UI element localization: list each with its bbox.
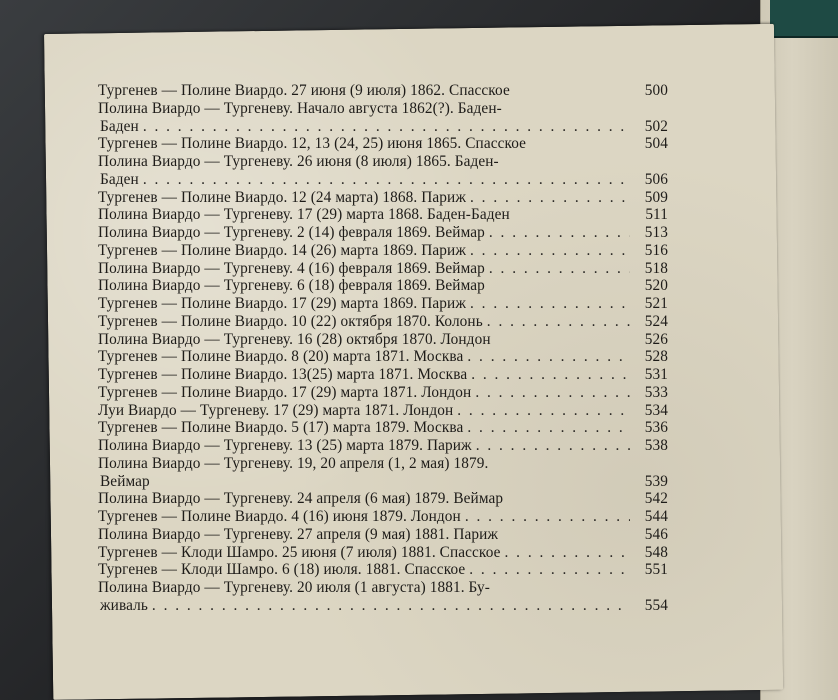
toc-entry bbox=[98, 455, 668, 491]
dot-leader bbox=[487, 313, 630, 331]
dot-leader bbox=[489, 224, 630, 242]
toc-entry bbox=[98, 260, 668, 278]
toc-entry bbox=[98, 224, 668, 242]
toc-entry bbox=[98, 135, 668, 153]
toc-page-number: 504 bbox=[644, 135, 668, 153]
toc-entry-line bbox=[98, 348, 668, 366]
toc-page-number: 513 bbox=[644, 224, 668, 241]
toc-entry bbox=[98, 508, 668, 526]
toc-entry-title: Тургенев — Клоди Шамро. 25 июня (7 июля) 1881. Спасское bbox=[98, 543, 501, 561]
toc-entry-line bbox=[98, 100, 668, 118]
toc-entry-line bbox=[98, 437, 668, 455]
toc-entry-line bbox=[98, 295, 668, 313]
toc-entry-line bbox=[98, 313, 668, 331]
toc-entry bbox=[98, 402, 668, 420]
toc-entry bbox=[98, 313, 668, 331]
toc-entry bbox=[98, 384, 668, 402]
dot-leader bbox=[469, 561, 630, 579]
toc-page-number: 516 bbox=[644, 241, 668, 259]
toc-entry-title: Полина Виардо — Тургеневу. 6 (18) февраля 1869. Веймар bbox=[98, 277, 485, 295]
toc-entry-title: Тургенев — Полине Виардо. 4 (16) июня 1879. Лондон bbox=[98, 508, 461, 525]
dot-leader bbox=[143, 171, 630, 189]
toc-entry-line bbox=[98, 402, 668, 420]
toc-entry-line bbox=[98, 82, 668, 100]
toc-entry-title: живаль bbox=[100, 596, 148, 614]
toc-entry bbox=[98, 579, 668, 615]
toc-entry-title: Тургенев — Полине Виардо. 5 (17) марта 1879. Москва bbox=[98, 419, 464, 437]
toc-entry-title: Полина Виардо — Тургеневу. 19, 20 апреля (1, 2 мая) 1879. bbox=[98, 454, 489, 472]
toc-entry-line bbox=[98, 384, 668, 402]
toc-entry-line bbox=[98, 135, 668, 153]
toc-entry-line bbox=[98, 366, 668, 384]
toc-entry bbox=[98, 189, 668, 207]
toc-entry-title: Тургенев — Полине Виардо. 17 (29) марта 1869. Париж bbox=[98, 295, 467, 312]
toc-entry-title: Тургенев — Полине Виардо. 8 (20) марта 1871. Москва bbox=[98, 348, 464, 366]
toc-entry-title: Тургенев — Полине Виардо. 12, 13 (24, 25) июня 1865. Спасское bbox=[98, 135, 527, 153]
toc-page-number: 520 bbox=[644, 277, 668, 295]
toc-entry-line bbox=[98, 526, 668, 544]
toc-page-number: 526 bbox=[644, 330, 668, 348]
toc-entry-title: Полина Виардо — Тургеневу. 13 (25) марта 1879. Париж bbox=[98, 437, 472, 454]
toc-entry-line bbox=[98, 544, 668, 562]
toc-page-number: 521 bbox=[644, 295, 668, 312]
book-cover-corner bbox=[770, 0, 838, 38]
toc-page-number: 511 bbox=[645, 206, 668, 224]
toc-entry-title: Баден bbox=[100, 117, 139, 135]
toc-entry-title: Веймар bbox=[100, 472, 150, 490]
toc-page-number: 534 bbox=[644, 401, 668, 419]
toc-page-number: 544 bbox=[644, 508, 668, 525]
toc-entry-title: Полина Виардо — Тургеневу. 16 (28) октября 1870. Лондон bbox=[98, 330, 491, 348]
toc-entry-title: Полина Виардо — Тургеневу. 4 (16) февраля 1869. Веймар bbox=[98, 259, 485, 277]
toc-page-number: 506 bbox=[644, 170, 668, 188]
toc-entry-line bbox=[98, 260, 668, 278]
toc-entry-title: Тургенев — Полине Виардо. 13(25) марта 1871. Москва bbox=[98, 366, 468, 383]
toc-entry bbox=[98, 82, 668, 100]
toc-entry-line bbox=[98, 153, 668, 171]
toc-entry-title: Полина Виардо — Тургеневу. Начало августа 1862(?). Баден- bbox=[98, 99, 502, 117]
dot-leader bbox=[467, 348, 630, 366]
toc-entry bbox=[98, 331, 668, 349]
dot-leader bbox=[457, 402, 630, 420]
dot-leader bbox=[470, 242, 630, 260]
table-of-contents bbox=[98, 82, 668, 615]
toc-page-number: 542 bbox=[644, 490, 668, 508]
toc-entry bbox=[98, 153, 668, 189]
dot-leader bbox=[465, 508, 630, 526]
dot-leader bbox=[489, 260, 630, 278]
toc-page-number: 524 bbox=[644, 312, 668, 330]
toc-entry bbox=[98, 561, 668, 579]
dot-leader bbox=[470, 295, 630, 313]
toc-page-number: 554 bbox=[644, 596, 668, 614]
toc-page-number: 502 bbox=[644, 117, 668, 135]
dot-leader bbox=[476, 437, 630, 455]
toc-entry-line bbox=[98, 419, 668, 437]
toc-entry-line bbox=[98, 118, 668, 136]
toc-entry-title: Баден bbox=[100, 170, 139, 188]
toc-entry bbox=[98, 100, 668, 136]
toc-entry-line bbox=[98, 189, 668, 207]
toc-entry bbox=[98, 242, 668, 260]
toc-entry-title: Полина Виардо — Тургеневу. 20 июля (1 августа) 1881. Бу- bbox=[98, 579, 491, 596]
toc-entry-line bbox=[98, 597, 668, 615]
toc-entry bbox=[98, 206, 668, 224]
toc-entry-line bbox=[98, 277, 668, 295]
toc-page-number: 548 bbox=[644, 543, 668, 561]
toc-entry-line bbox=[98, 206, 668, 224]
toc-entry bbox=[98, 419, 668, 437]
toc-entry-line bbox=[98, 171, 668, 189]
toc-entry-line bbox=[98, 579, 668, 597]
toc-entry-title: Полина Виардо — Тургеневу. 17 (29) марта 1868. Баден-Баден bbox=[98, 206, 510, 224]
toc-entry bbox=[98, 526, 668, 544]
toc-entry-line bbox=[98, 242, 668, 260]
toc-page-number: 536 bbox=[644, 419, 668, 437]
toc-entry-line bbox=[98, 473, 668, 491]
toc-entry-title: Полина Виардо — Тургеневу. 2 (14) февраля 1869. Веймар bbox=[98, 224, 485, 241]
toc-entry-title: Полина Виардо — Тургеневу. 27 апреля (9 мая) 1881. Париж bbox=[98, 525, 499, 543]
toc-entry bbox=[98, 277, 668, 295]
toc-page-number: 528 bbox=[644, 348, 668, 366]
dot-leader bbox=[470, 189, 630, 207]
toc-entry bbox=[98, 437, 668, 455]
toc-page-number: 531 bbox=[644, 366, 668, 383]
toc-entry bbox=[98, 490, 668, 508]
toc-page-number: 518 bbox=[644, 259, 668, 277]
toc-entry-line bbox=[98, 224, 668, 242]
toc-entry-title: Тургенев — Полине Виардо. 17 (29) марта 1871. Лондон bbox=[98, 383, 472, 401]
dot-leader bbox=[505, 544, 630, 562]
toc-entry bbox=[98, 366, 668, 384]
toc-entry bbox=[98, 348, 668, 366]
toc-page-number: 538 bbox=[644, 437, 668, 454]
toc-page-number: 539 bbox=[644, 472, 668, 490]
toc-entry-title: Тургенев — Полине Виардо. 12 (24 марта) 1868. Париж bbox=[98, 188, 467, 206]
dot-leader bbox=[471, 366, 630, 384]
toc-page-number: 546 bbox=[644, 525, 668, 543]
toc-entry-title: Тургенев — Полине Виардо. 10 (22) октября 1870. Колонь bbox=[98, 312, 483, 330]
dot-leader bbox=[475, 384, 630, 402]
toc-page-number: 551 bbox=[644, 561, 668, 579]
toc-entry bbox=[98, 295, 668, 313]
toc-page-number: 509 bbox=[644, 188, 668, 206]
toc-page-number: 500 bbox=[644, 82, 668, 99]
toc-entry-title: Полина Виардо — Тургеневу. 26 июня (8 июля) 1865. Баден- bbox=[98, 153, 499, 170]
dot-leader bbox=[152, 597, 630, 615]
toc-entry-line bbox=[98, 455, 668, 473]
toc-entry-title: Тургенев — Полине Виардо. 27 июня (9 июля) 1862. Спасское bbox=[98, 82, 510, 99]
toc-entry-title: Тургенев — Клоди Шамро. 6 (18) июля. 1881. Спасское bbox=[98, 561, 466, 579]
toc-entry bbox=[98, 544, 668, 562]
toc-entry-line bbox=[98, 561, 668, 579]
dot-leader bbox=[143, 118, 630, 136]
toc-entry-title: Луи Виардо — Тургеневу. 17 (29) марта 1871. Лондон bbox=[98, 401, 454, 419]
toc-page-number: 533 bbox=[644, 383, 668, 401]
toc-entry-title: Тургенев — Полине Виардо. 14 (26) марта 1869. Париж bbox=[98, 241, 467, 259]
toc-entry-title: Полина Виардо — Тургеневу. 24 апреля (6 мая) 1879. Веймар bbox=[98, 490, 504, 508]
dot-leader bbox=[467, 419, 630, 437]
toc-entry-line bbox=[98, 508, 668, 526]
toc-entry-line bbox=[98, 490, 668, 508]
toc-entry-line bbox=[98, 331, 668, 349]
